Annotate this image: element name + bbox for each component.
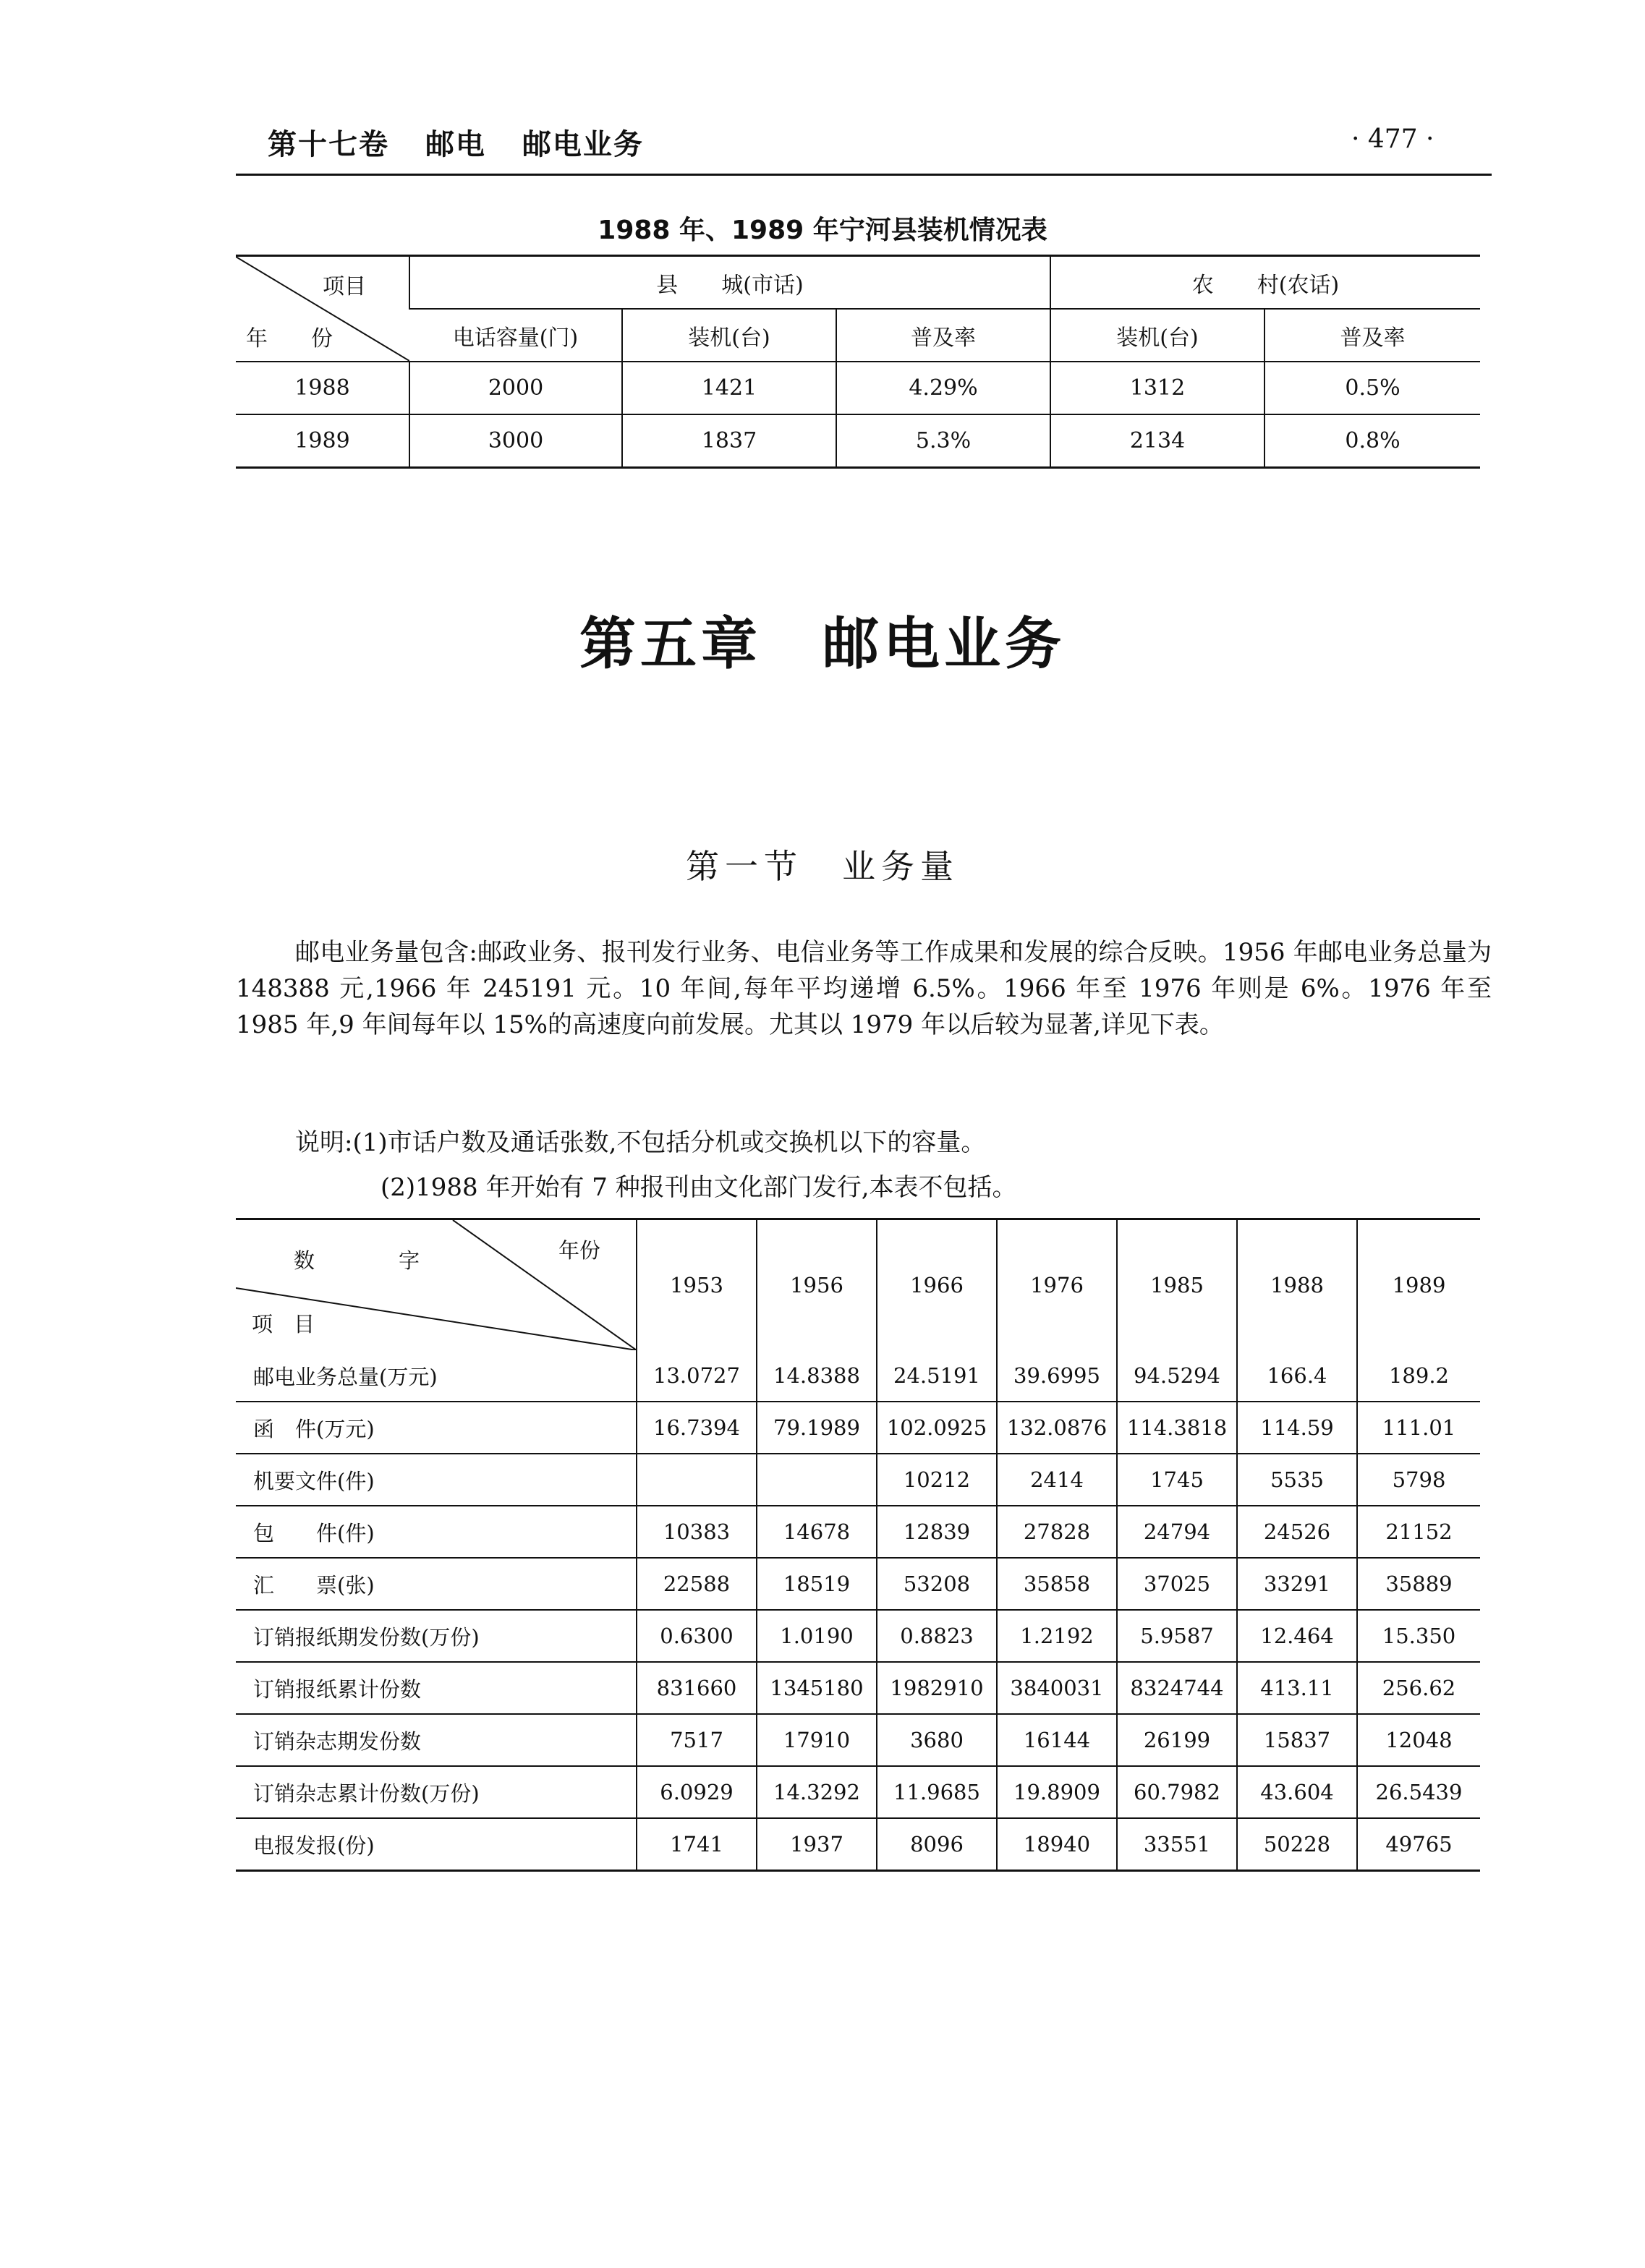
business-volume-table (236, 1218, 1480, 1872)
table1-corner-item: 项目 (323, 274, 366, 299)
table2-cell: 5798 (1357, 1454, 1480, 1506)
table2-cell: 12839 (877, 1506, 997, 1558)
table2-cell: 10383 (637, 1506, 757, 1558)
table2-cell: 22588 (637, 1558, 757, 1610)
table2-corner-shuzi: 数 字 (294, 1248, 420, 1273)
table2-cell: 102.0925 (877, 1402, 997, 1454)
table2-cell: 1.0190 (757, 1610, 877, 1662)
table1-cell: 1989 (294, 428, 350, 453)
table1-cell: 2134 (1050, 414, 1264, 468)
table2-cell: 111.01 (1357, 1402, 1480, 1454)
table1-group-city: 县 城(市话) (409, 256, 1050, 310)
table2-cell: 26199 (1117, 1714, 1237, 1766)
table2-cell: 114.3818 (1117, 1402, 1237, 1454)
section-title: 第一节 业务量 (686, 847, 959, 886)
table2-cell: 14.8388 (757, 1350, 877, 1402)
table2-row (236, 1350, 1480, 1402)
table2-cell: 24526 (1237, 1506, 1357, 1558)
table2-cell: 7517 (637, 1714, 757, 1766)
table2-cell (637, 1454, 757, 1506)
table2-year-header: 1956 (757, 1219, 877, 1351)
table2-cell: 11.9685 (877, 1766, 997, 1818)
table2-cell: 6.0929 (637, 1766, 757, 1818)
table2-cell: 49765 (1357, 1818, 1480, 1871)
table2-cell: 18940 (997, 1818, 1117, 1871)
table1-cell: 3000 (409, 414, 622, 468)
installation-table (236, 255, 1480, 469)
table2-cell: 16.7394 (637, 1402, 757, 1454)
table2-cell: 24.5191 (877, 1350, 997, 1402)
table2-cell: 35889 (1357, 1558, 1480, 1610)
table2-row (236, 1714, 1480, 1766)
table2-item-label: 汇 票(张) (236, 1558, 637, 1610)
table2-cell: 1741 (637, 1818, 757, 1871)
table2-cell: 94.5294 (1117, 1350, 1237, 1402)
table2-cell: 12048 (1357, 1714, 1480, 1766)
header-rule (236, 174, 1492, 176)
table1-col-capacity: 电话容量(门) (409, 309, 622, 362)
table2-row (236, 1818, 1480, 1871)
table2-item-label: 订销杂志期发份数 (236, 1714, 637, 1766)
table2-item-label: 电报发报(份) (253, 1833, 375, 1858)
table2-cell: 50228 (1237, 1818, 1357, 1871)
table2-cell: 132.0876 (997, 1402, 1117, 1454)
table2-cell: 413.11 (1237, 1662, 1357, 1714)
table2-row (236, 1662, 1480, 1714)
table2-cell: 114.59 (1237, 1402, 1357, 1454)
table1-col-rural-install: 装机(台) (1050, 309, 1264, 362)
table1-cell: 2000 (409, 362, 622, 414)
table2-cell: 12.464 (1237, 1610, 1357, 1662)
chapter-title: 第五章 邮电业务 (579, 612, 1066, 677)
table2-cell: 21152 (1357, 1506, 1480, 1558)
volume-label: 第十七卷 (268, 128, 389, 161)
table1-corner-cell (236, 256, 409, 362)
table1-row (236, 362, 1480, 414)
table2-header-row (236, 1219, 1480, 1351)
table2-item-label: 包 件(件) (236, 1506, 637, 1558)
note-1: 说明:(1)市话户数及通话张数,不包括分机或交换机以下的容量。 (295, 1128, 986, 1157)
table1-cell: 1312 (1050, 362, 1264, 414)
table2-year-header: 1976 (997, 1219, 1117, 1351)
table1-group-rural: 农 村(农话) (1050, 256, 1480, 310)
table1-title: 1988 年、1989 年宁河县装机情况表 (598, 216, 1047, 245)
table2-cell: 1.2192 (997, 1610, 1117, 1662)
table2-cell (757, 1454, 877, 1506)
table1-cell: 1988 (236, 362, 409, 414)
table2-cell: 5535 (1237, 1454, 1357, 1506)
table2-cell: 43.604 (1237, 1766, 1357, 1818)
table2-cell: 5.9587 (1117, 1610, 1237, 1662)
table1-cell: 5.3% (836, 414, 1050, 468)
table2-cell: 0.6300 (637, 1610, 757, 1662)
table2-cell: 16144 (997, 1714, 1117, 1766)
table2-year-header: 1985 (1117, 1219, 1237, 1351)
table1-row (236, 414, 1480, 468)
table2-cell: 39.6995 (997, 1350, 1117, 1402)
table2-cell: 35858 (997, 1558, 1117, 1610)
table2-cell: 26.5439 (1357, 1766, 1480, 1818)
table2-cell: 15837 (1237, 1714, 1357, 1766)
table2-cell: 256.62 (1357, 1662, 1480, 1714)
table2-item-label: 函 件(万元) (236, 1402, 637, 1454)
table1-cell: 0.5% (1264, 362, 1480, 414)
table2-cell: 15.350 (1357, 1610, 1480, 1662)
table2-cell: 14678 (757, 1506, 877, 1558)
table1-col-rural-rate: 普及率 (1264, 309, 1480, 362)
table2-cell: 1937 (757, 1818, 877, 1871)
table2-corner-cell (236, 1219, 637, 1351)
table1-cell: 0.8% (1264, 414, 1480, 468)
table2-row (236, 1506, 1480, 1558)
table2-row (236, 1766, 1480, 1818)
table2-year-header: 1988 (1237, 1219, 1357, 1351)
table2-cell: 1745 (1117, 1454, 1237, 1506)
table2-cell: 24794 (1117, 1506, 1237, 1558)
table2-cell: 10212 (877, 1454, 997, 1506)
table2-item-label: 机要文件(件) (236, 1454, 637, 1506)
running-header (268, 122, 668, 163)
table2-item-label: 邮电业务总量(万元) (236, 1350, 637, 1402)
table2-cell: 166.4 (1237, 1350, 1357, 1402)
subcategory-label: 邮电业务 (522, 128, 644, 161)
table2-cell: 1982910 (877, 1662, 997, 1714)
table1-cell: 1837 (622, 414, 836, 468)
table2-cell: 8324744 (1117, 1662, 1237, 1714)
table2-year-header: 1989 (1357, 1219, 1480, 1351)
category-label: 邮电 (425, 128, 486, 161)
table1-cell: 4.29% (836, 362, 1050, 414)
table2-item-label: 订销报纸累计份数 (236, 1662, 637, 1714)
table2-cell: 37025 (1117, 1558, 1237, 1610)
table2-cell: 2414 (997, 1454, 1117, 1506)
table2-corner-item: 项 目 (252, 1312, 315, 1336)
table2-cell: 14.3292 (757, 1766, 877, 1818)
table2-cell: 33291 (1237, 1558, 1357, 1610)
table2-cell: 3680 (877, 1714, 997, 1766)
table2-row (236, 1610, 1480, 1662)
table2-row (236, 1454, 1480, 1506)
table2-year-header: 1953 (637, 1219, 757, 1351)
table2-item-label: 订销杂志累计份数(万份) (236, 1766, 637, 1818)
table2-row (236, 1402, 1480, 1454)
table2-cell: 33551 (1117, 1818, 1237, 1871)
body-paragraph: 邮电业务量包含:邮政业务、报刊发行业务、电信业务等工作成果和发展的综合反映。1956 年邮电业务总量为 148388 元,1966 年 245191 元。10 年间,每年平均递增 6.5%。1966 年至 1976 年则是 6%。1976 年至 1985 年,9 年间每年以 15%的高速度向前发展。尤其以 1979 年以后较为显著,详见下表。 (236, 938, 1492, 1039)
table2-cell: 0.8823 (877, 1610, 997, 1662)
table2-cell: 3840031 (997, 1662, 1117, 1714)
table2-cell: 8096 (877, 1818, 997, 1871)
page-number: · 477 · (1351, 124, 1434, 154)
table2-cell: 79.1989 (757, 1402, 877, 1454)
table2-year-header: 1966 (877, 1219, 997, 1351)
table1-corner-year: 年 份 (246, 326, 333, 351)
table2-cell: 53208 (877, 1558, 997, 1610)
table2-cell: 18519 (757, 1558, 877, 1610)
table2-cell: 189.2 (1357, 1350, 1480, 1402)
table2-cell: 60.7982 (1117, 1766, 1237, 1818)
table1-col-city-rate: 普及率 (836, 309, 1050, 362)
table2-cell: 13.0727 (637, 1350, 757, 1402)
table1-cell: 1421 (622, 362, 836, 414)
table2-corner-year: 年份 (558, 1238, 601, 1263)
table2-cell: 831660 (637, 1662, 757, 1714)
table2-item-label: 订销报纸期发份数(万份) (236, 1610, 637, 1662)
table2-cell: 19.8909 (997, 1766, 1117, 1818)
table1-col-city-install: 装机(台) (622, 309, 836, 362)
table2-cell: 1345180 (757, 1662, 877, 1714)
table2-body (236, 1350, 1480, 1871)
table2-cell: 27828 (997, 1506, 1117, 1558)
table2-cell: 17910 (757, 1714, 877, 1766)
table2-row (236, 1558, 1480, 1610)
note-2: (2)1988 年开始有 7 种报刊由文化部门发行,本表不包括。 (381, 1173, 1017, 1202)
